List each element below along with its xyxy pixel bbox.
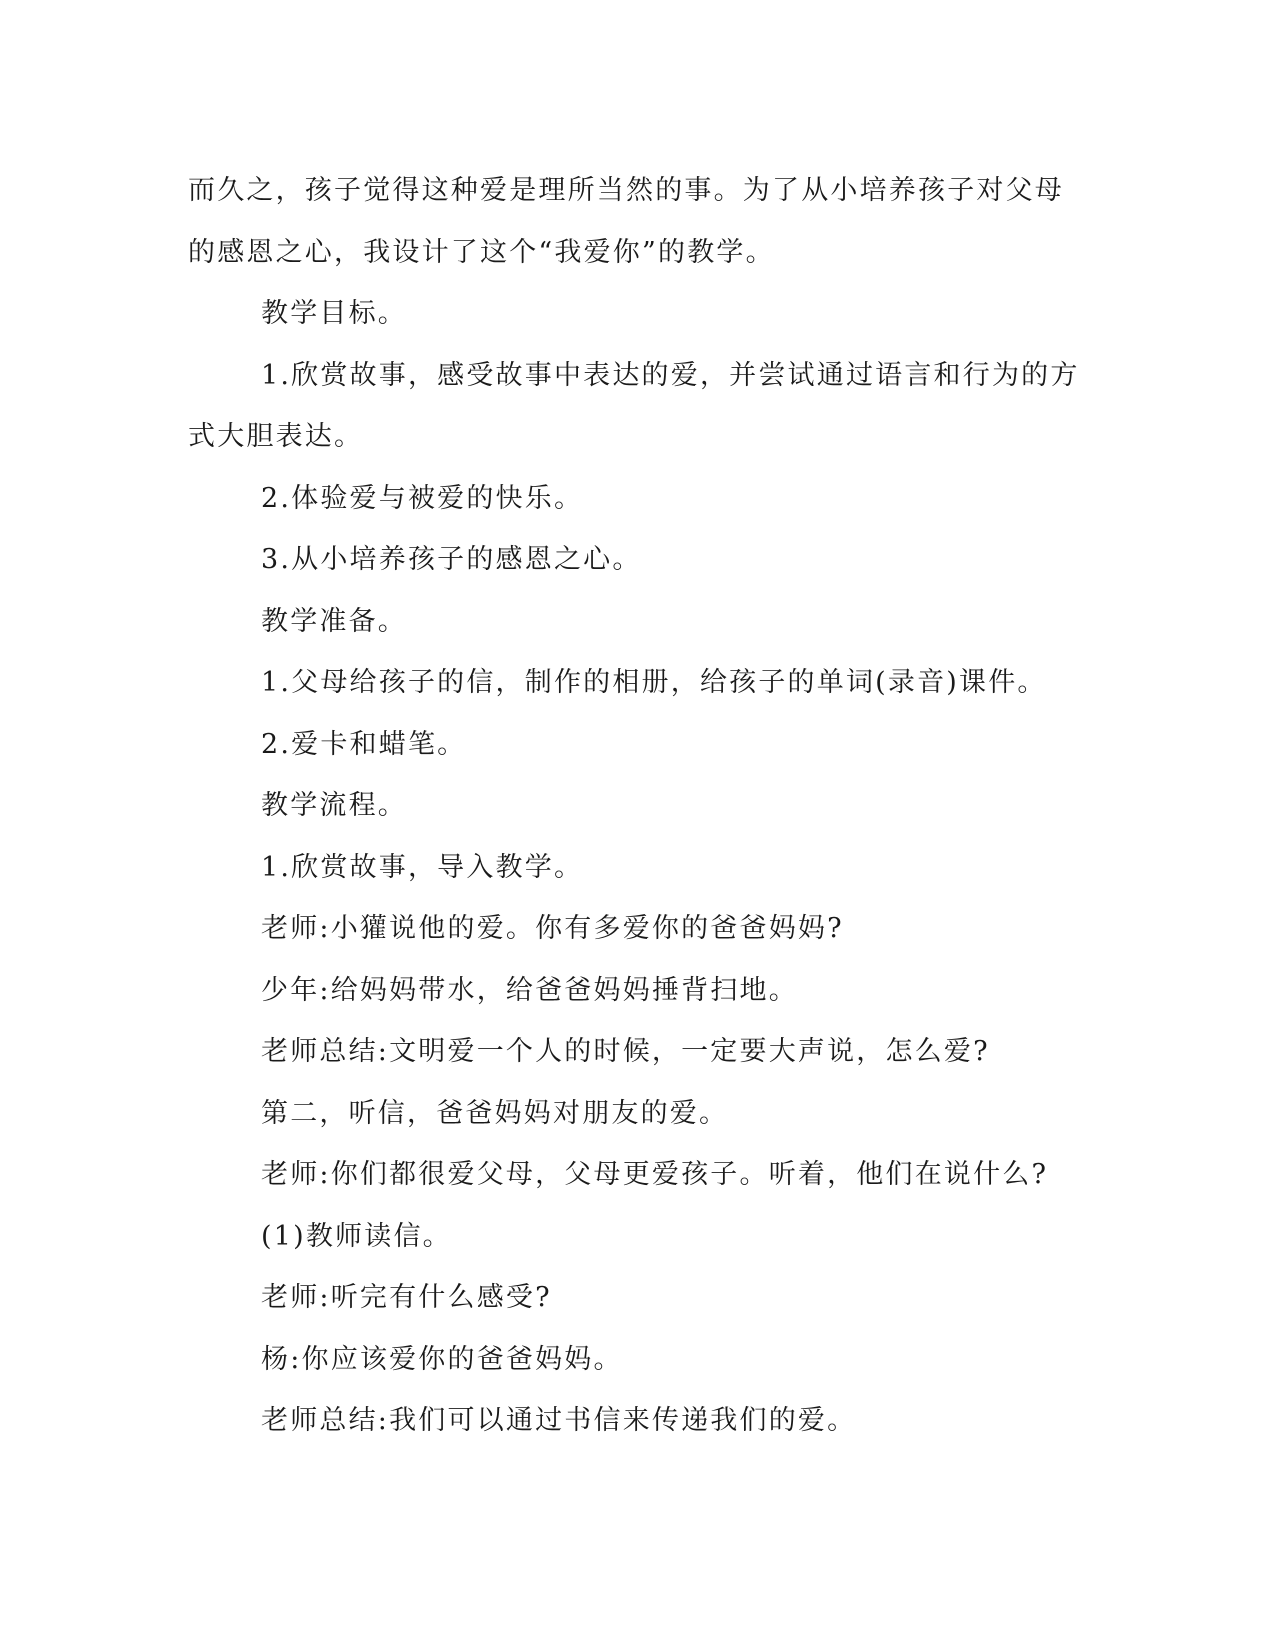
dialogue-line: 少年:给妈妈带水，给爸爸妈妈捶背扫地。 (261, 974, 798, 1006)
dialogue-line: 老师:你们都很爱父母，父母更爱孩子。听着，他们在说什么? (261, 1159, 1049, 1190)
document-body (188, 160, 1080, 1452)
paragraph-line: 的感恩之心，我设计了这个“我爱你”的教学。 (188, 236, 775, 268)
paragraph-line: 2.体验爱与被爱的快乐。 (261, 482, 584, 514)
section-heading-process: 教学流程。 (261, 790, 407, 821)
paragraph-line: 而久之，孩子觉得这种爱是理所当然的事。为了从小培养孩子对父母 (188, 175, 1064, 206)
paragraph-line: 1.欣赏故事，导入教学。 (261, 851, 584, 883)
dialogue-line: 杨:你应该爱你的爸爸妈妈。 (261, 1343, 623, 1375)
dialogue-line: 老师:听完有什么感受? (261, 1282, 552, 1313)
dialogue-line: 老师总结:文明爱一个人的时候，一定要大声说，怎么爱? (261, 1036, 990, 1067)
section-heading-objectives: 教学目标。 (261, 298, 407, 329)
paragraph-line: 1.父母给孩子的信，制作的相册，给孩子的单词(录音)课件。 (261, 667, 1047, 698)
section-heading-preparation: 教学准备。 (261, 605, 407, 637)
paragraph-line: 第二，听信，爸爸妈妈对朋友的爱。 (261, 1097, 729, 1129)
paragraph-line: (1)教师读信。 (261, 1220, 452, 1252)
dialogue-line: 老师总结:我们可以通过书信来传递我们的爱。 (261, 1405, 857, 1436)
paragraph-line: 3.从小培养孩子的感恩之心。 (261, 544, 642, 575)
paragraph-line: 1.欣赏故事，感受故事中表达的爱，并尝试通过语言和行为的方 (261, 359, 1080, 391)
paragraph-line: 式大胆表达。 (188, 421, 364, 452)
dialogue-line: 老师:小獾说他的爱。你有多爱你的爸爸妈妈? (261, 913, 844, 944)
paragraph-line: 2.爱卡和蜡笔。 (261, 728, 467, 760)
